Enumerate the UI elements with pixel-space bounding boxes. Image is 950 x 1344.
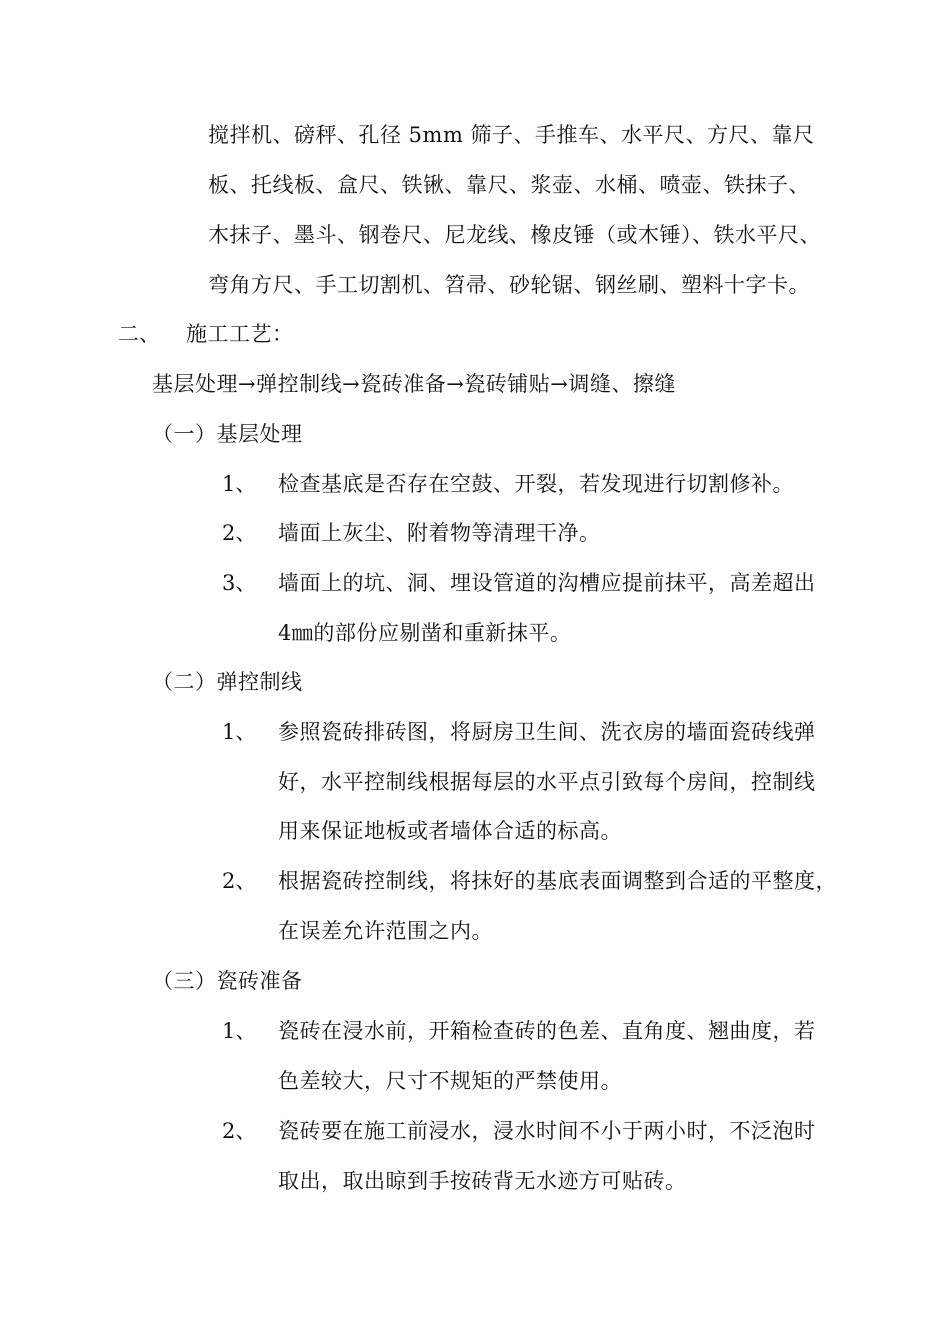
item-text: 墙面上灰尘、附着物等清理干净。 [278, 521, 601, 545]
section-title: 施工工艺： [186, 322, 294, 346]
section-number: 二、 [118, 322, 160, 346]
item-text: 检查基底是否存在空鼓、开裂，若发现进行切割修补。 [278, 472, 794, 496]
item-number: 3、 [222, 571, 257, 595]
item-text: 好，水平控制线根据每层的水平点引致每个房间，控制线 [278, 770, 816, 794]
tools-line-1: 搅拌机、磅秤、孔径 5mm 筛子、手推车、水平尺、方尺、靠尺 [208, 123, 815, 147]
process-flow: 基层处理→弹控制线→瓷砖准备→瓷砖铺贴→调缝、擦缝 [152, 372, 676, 396]
item-number: 2、 [222, 521, 257, 545]
subsection-heading-2: （二）弹控制线 [152, 670, 303, 694]
subsection-heading-3: （三）瓷砖准备 [152, 969, 303, 993]
tools-line-4: 弯角方尺、手工切割机、笤帚、砂轮锯、钢丝刷、塑料十字卡。 [208, 273, 810, 297]
item-number: 1、 [222, 472, 257, 496]
item-text: 色差较大，尺寸不规矩的严禁使用。 [278, 1069, 622, 1093]
tools-line-2: 板、托线板、盒尺、铁锹、靠尺、浆壶、水桶、喷壶、铁抹子、 [208, 173, 810, 197]
item-text: 参照瓷砖排砖图，将厨房卫生间、洗衣房的墙面瓷砖线弹 [278, 720, 816, 744]
item-text: 墙面上的坑、洞、埋设管道的沟槽应提前抹平，高差超出 [278, 571, 816, 595]
tools-line-3: 木抹子、墨斗、钢卷尺、尼龙线、橡皮锤（或木锤）、铁水平尺、 [208, 223, 821, 247]
subsection-heading-1: （一）基层处理 [152, 422, 303, 446]
item-number: 1、 [222, 1019, 257, 1043]
item-number: 2、 [222, 1119, 257, 1143]
item-text: 4㎜的部份应剔凿和重新抹平。 [278, 621, 572, 645]
item-text: 用来保证地板或者墙体合适的标高。 [278, 819, 622, 843]
item-number: 1、 [222, 720, 257, 744]
item-text: 取出，取出晾到手按砖背无水迹方可贴砖。 [278, 1169, 687, 1193]
item-text: 瓷砖在浸水前，开箱检查砖的色差、直角度、翘曲度，若 [278, 1019, 816, 1043]
item-number: 2、 [222, 869, 257, 893]
item-text: 根据瓷砖控制线，将抹好的基底表面调整到合适的平整度， [278, 869, 837, 893]
item-text: 瓷砖要在施工前浸水，浸水时间不小于两小时，不泛泡时 [278, 1119, 816, 1143]
item-text: 在误差允许范围之内。 [278, 919, 493, 943]
